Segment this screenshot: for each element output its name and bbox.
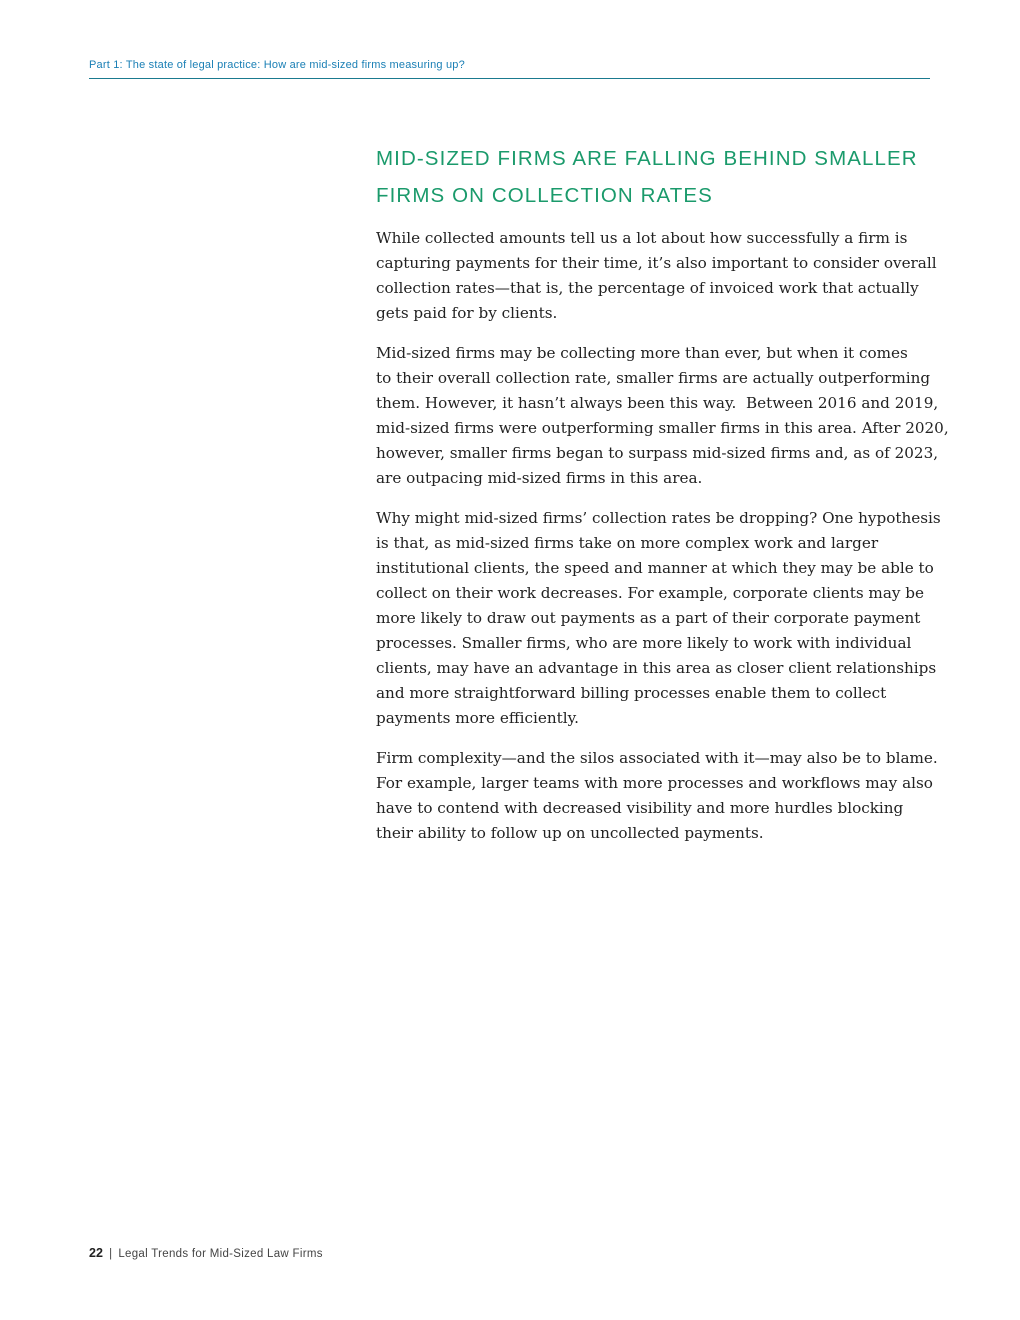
page-footer xyxy=(89,1246,323,1260)
text-line: Firm complexity—and the silos associated with it—may also be to blame. xyxy=(376,749,938,767)
text-line: to their overall collection rate, smaller firms are actually outperforming xyxy=(376,369,931,387)
text-line: their ability to follow up on uncollected payments. xyxy=(376,824,764,842)
text-line: and more straightforward billing processes enable them to collect xyxy=(376,684,887,702)
paragraph-4 xyxy=(376,746,938,846)
text-line: For example, larger teams with more processes and workflows may also xyxy=(376,774,933,792)
text-line: however, smaller firms began to surpass mid-sized firms and, as of 2023, xyxy=(376,444,939,462)
page-number: 22 xyxy=(89,1246,103,1260)
text-line: have to contend with decreased visibility and more hurdles blocking xyxy=(376,799,904,817)
text-line: more likely to draw out payments as a part of their corporate payment xyxy=(376,609,921,627)
section-heading-line: MID-SIZED FIRMS ARE FALLING BEHIND SMALLER xyxy=(376,147,918,170)
text-line: are outpacing mid-sized firms in this area. xyxy=(376,469,703,487)
body-text xyxy=(376,226,949,861)
text-line: mid-sized firms were outperforming smaller firms in this area. After 2020, xyxy=(376,419,949,437)
paragraph-3 xyxy=(376,506,941,731)
text-line: collect on their work decreases. For example, corporate clients may be xyxy=(376,584,925,602)
text-line: is that, as mid-sized firms take on more complex work and larger xyxy=(376,534,879,552)
header-divider xyxy=(89,78,930,79)
text-line: institutional clients, the speed and manner at which they may be able to xyxy=(376,559,934,577)
footer-document-title: Legal Trends for Mid-Sized Law Firms xyxy=(118,1248,323,1260)
section-heading xyxy=(376,140,936,214)
text-line: payments more efficiently. xyxy=(376,709,579,727)
footer-separator: | xyxy=(109,1248,113,1260)
section-heading-line: FIRMS ON COLLECTION RATES xyxy=(376,184,713,207)
running-header-title: Part 1: The state of legal practice: How are mid-sized firms measuring up? xyxy=(89,59,465,71)
text-line: them. However, it hasn’t always been this way. Between 2016 and 2019, xyxy=(376,394,939,412)
text-line: Mid-sized firms may be collecting more than ever, but when it comes xyxy=(376,344,908,362)
text-line: While collected amounts tell us a lot about how successfully a firm is xyxy=(376,229,908,247)
text-line: collection rates—that is, the percentage of invoiced work that actually xyxy=(376,279,919,297)
text-line: processes. Smaller firms, who are more likely to work with individual xyxy=(376,634,912,652)
text-line: Why might mid-sized firms’ collection rates be dropping? One hypothesis xyxy=(376,509,941,527)
text-line: gets paid for by clients. xyxy=(376,304,558,322)
text-line: capturing payments for their time, it’s also important to consider overall xyxy=(376,254,937,272)
text-line: clients, may have an advantage in this area as closer client relationships xyxy=(376,659,937,677)
paragraph-2 xyxy=(376,341,949,491)
paragraph-1 xyxy=(376,226,937,326)
